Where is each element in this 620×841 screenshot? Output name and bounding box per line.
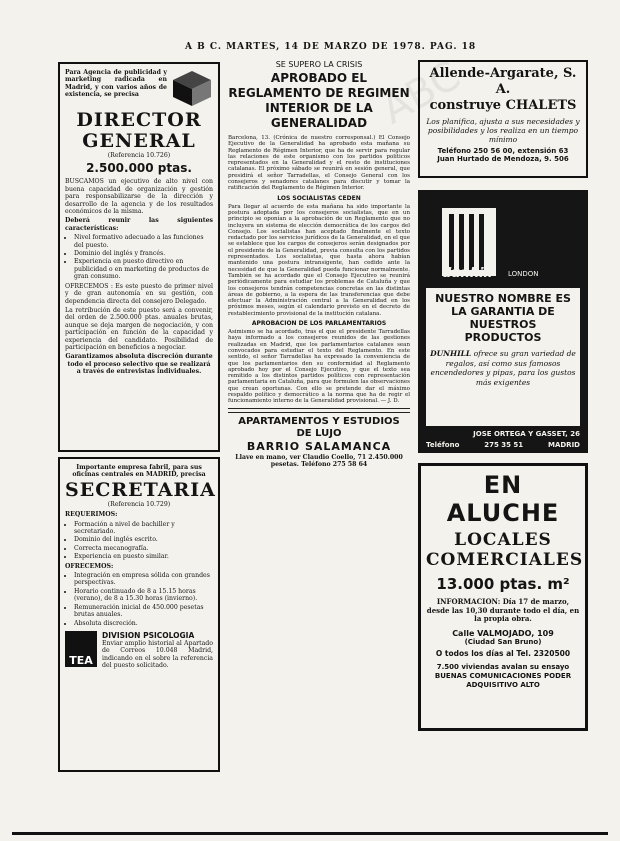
apartments-ad — [228, 416, 410, 469]
ad-title: BARRIO SALAMANCA — [246, 439, 392, 453]
article-headline: APROBADO EL REGLAMENTO DE REGIMEN INTERIOR DE LA GENERALIDAD — [228, 71, 410, 130]
ad-subtitle: COMERCIALES — [426, 550, 584, 570]
offer-title: OFRECEMOS: — [65, 562, 114, 570]
ad-text: Los planifica, ajusta a sus necesidades y posibilidades y los realiza en un tiempo mínimo — [426, 117, 580, 144]
phone-number: 275 35 51 — [484, 441, 524, 449]
secretaria-ad — [58, 457, 220, 772]
list-item: • Experiencia en puesto similar. — [74, 553, 213, 560]
abc-watermark: ABC — [373, 52, 469, 134]
list-item: • Remuneración inicial de 450.000 pesetas brutas anuales. — [74, 604, 213, 619]
column-ads — [418, 60, 588, 772]
ad-title: Allende-Argarate, S. A. — [429, 66, 577, 97]
ad-tagline: 7.500 viviendas avalan su ensayo BUENAS COMUNICACIONES PODER ADQUISITIVO ALTO — [434, 662, 572, 689]
dunhill-phone-row — [426, 441, 580, 449]
ad-title: construye CHALETS — [429, 98, 577, 113]
ad-req-lead: Deberá reunir las siguientes características: — [65, 217, 213, 232]
ad-phone: Teléfono 250 56 00, extensión 63 — [437, 147, 569, 155]
dunhill-ad — [418, 190, 588, 453]
list-item: • Integración en empresa sólida con grandes perspectivas. — [74, 572, 213, 587]
director-general-ad — [58, 62, 220, 452]
article-subhead: APROBACION DE LOS PARLAMENTARIOS — [251, 320, 387, 328]
req-title: REQUERIMOS: — [65, 511, 118, 519]
ad-title: APARTAMENTOS Y ESTUDIOS — [238, 415, 400, 427]
page-header: A B C. MARTES, 14 DE MARZO DE 1978. PAG. 18 — [185, 42, 477, 52]
dunhill-panel — [426, 288, 580, 426]
ad-phone: O todos los días al Tel. 2320500 — [435, 648, 571, 658]
dunhill-address: JOSE ORTEGA Y GASSET, 26 — [473, 430, 580, 438]
article-body: Asimismo se ha acordado, tras el que el presidente Tarradellas haya informado a los consejeros reunidos de las gestiones realizadas en Madrid, que los parlamentarios catalanes sean convocados para estudiar el texto del Reglamento. En este sentido, el señor Tarradellas ha expresado la conveniencia de que los parlamentarios den su conformidad al Reglamento aprobado hoy por el Consejo Ejecutivo, y que el texto sea remitido a los distintos partidos políticos con representación parlamentaria en Cataluña, para que formulen las observaciones que crean oportunas. Con ello se pretende dar el máximo respaldo político y democrático a la norma que ha de regir el funcionamiento interno de la Generalidad provisional. — J. D. — [228, 329, 410, 405]
list-item: • Absoluta discreción. — [74, 620, 213, 627]
article-kicker: SE SUPERO LA CRISIS — [275, 60, 363, 69]
req-list — [65, 521, 213, 561]
ad-info: INFORMACION: Día 17 de marzo, desde las 10,30 durante todo el día, en la propia obra. — [426, 597, 580, 623]
ad-title: EN ALUCHE — [446, 471, 560, 527]
article-body: Barcelona, 13. (Crónica de nuestro corresponsal.) El Consejo Ejecutivo de la Generalidad ha aprobado esta mañana su Reglamento de Régimen Interior, que ha de servir para regular las relaciones de este organismo con los partidos políticos representados en la Generalidad y el resto de instituciones catalanas. El próximo sábado se reunirá en sesión general, que presidirá el señor Tarradellas, el Consejo General con los consejeros y senadores catalanes para discutir y tomar la ratificación del Reglamento de Régimen Interior. — [228, 135, 410, 192]
column-news — [228, 60, 410, 772]
ad-intro: Importante empresa fabril, para sus oficinas centrales en MADRID, precisa — [72, 464, 206, 479]
city-label: MADRID — [547, 441, 580, 449]
column-classifieds — [58, 62, 220, 772]
ad-reference: (Referencia 10.726) — [107, 152, 171, 159]
list-item: • Correcta mecanografía. — [74, 545, 213, 552]
tea-logo — [65, 631, 97, 667]
ad-price: 13.000 ptas. m² — [436, 575, 570, 593]
ad-subtitle: LOCALES — [454, 530, 552, 550]
ad-guarantee: Garantizamos absoluta discreción durante todo el proceso selectivo que se realizará a través de entrevistas individuales. — [65, 353, 213, 376]
panel-body: ofrece su gran variedad de regalos, así como sus famosos encendedores y pipas, para los gustos más exigentes — [430, 349, 576, 387]
phone-label: Teléfono — [426, 441, 460, 449]
ad-offer: OFRECEMOS : Es este puesto de primer nivel y de gran autonomía en su gestión, con dependencia directa del consejero Delegado. — [65, 282, 213, 305]
list-item: • Horario continuado de 8 a 15.15 horas (verano), de 8 a 15.30 horas (invierno). — [74, 588, 213, 603]
panel-headline: NUESTRO NOMBRE ES LA GARANTIA DE NUESTROS PRODUCTOS — [435, 292, 571, 344]
brand-mention: DUNHILL — [430, 349, 472, 358]
ad-title: DIRECTOR GENERAL — [76, 109, 202, 152]
ad-body: BUSCAMOS un ejecutivo de alto nivel con buena capacidad de organización y gestión para responsabilizarse de la dirección y desarrollo de la agencia y de los resultados económicos de la misma. — [65, 178, 213, 216]
aluche-ad — [418, 463, 588, 731]
ad-req-list — [65, 234, 213, 280]
ad-intro: Para Agencia de publicidad y marketing radicada en Madrid, y con varios años de existencia, se precisa — [65, 69, 167, 99]
ad-title: DE LUJO — [296, 427, 342, 439]
list-item: • Formación a nivel de bachiller y secretariado. — [74, 521, 213, 536]
brand-city: LONDON — [508, 270, 539, 278]
ad-address: Calle VALMOJADO, 109 — [452, 628, 554, 638]
ad-title: SECRETARIA — [65, 478, 216, 501]
list-item: • Dominio del inglés y francés. — [74, 250, 213, 257]
ad-text: Llave en mano, ver Claudio Coello, 71 2.450.000 pesetas. Teléfono 275 58 64 — [235, 453, 403, 468]
ad-reference: (Referencia 10.729) — [107, 500, 171, 508]
article-body: Para llegar al acuerdo de esta mañana ha sido importante la postura adoptada por los consejeros socialistas, que en un principio se oponían a la aprobación de un Reglamento que no incluyera un sistema de elección democrática de los cargos del Consejo. Los socialistas han aceptado finalmente el texto redactado por los servicios jurídicos de la Generalidad, en el que se establece que los cargos de consejeros serán designados por el presidente de la Generalidad, previa consulta con los partidos representados. Los socialistas, que hasta ahora habían mantenido una postura intransigente, han cedido ante la necesidad de que la Generalidad pueda funcionar normalmente. También se ha acordado que el Consejo Ejecutivo se reunirá periódicamente para estudiar los problemas de Cataluña y que los consejeros tendrán competencias concretas en las distintas áreas de gobierno, a la espera de las transferencias que debe efectuar la Administración central a la Generalidad en los próximos meses, según el calendario previsto en el decreto de restablecimiento provisional de la institución catalana. — [228, 203, 410, 317]
offer-list — [65, 572, 213, 627]
bottom-rule — [12, 832, 608, 835]
cube-logo — [171, 69, 213, 107]
list-item: • Nivel formativo adecuado a las funciones del puesto. — [74, 234, 213, 249]
brand-name: dunhill — [442, 266, 493, 281]
article-subhead: LOS SOCIALISTAS CEDEN — [277, 194, 361, 202]
list-item: • Experiencia en puesto directivo en publicidad o en marketing de productos de gran consumo. — [74, 258, 213, 280]
list-item: • Dominio del inglés escrito. — [74, 536, 213, 543]
ad-address: Juan Hurtado de Mendoza, 9. 506 — [437, 155, 569, 163]
ad-salary-text: La retribución de este puesto será a convenir, del orden de 2.500.000 ptas. anuales brutas, aunque se deja margen de negociación, y con participación en función de la capacidad y experiencia del candidato. Posibilidad de participación en beneficios a negociar. — [65, 306, 213, 351]
panel-text — [430, 349, 576, 387]
ad-place: (Ciudad San Bruno) — [464, 637, 542, 646]
logo-text: TEA — [69, 653, 93, 667]
contact-text: Enviar amplio historial al Apartado de Correos 10.048 Madrid, indicando en el sobre la referencia del puesto solicitado. — [102, 639, 213, 670]
division-name: DIVISION PSICOLOGIA — [102, 630, 195, 640]
ad-salary: 2.500.000 ptas. — [86, 161, 192, 176]
